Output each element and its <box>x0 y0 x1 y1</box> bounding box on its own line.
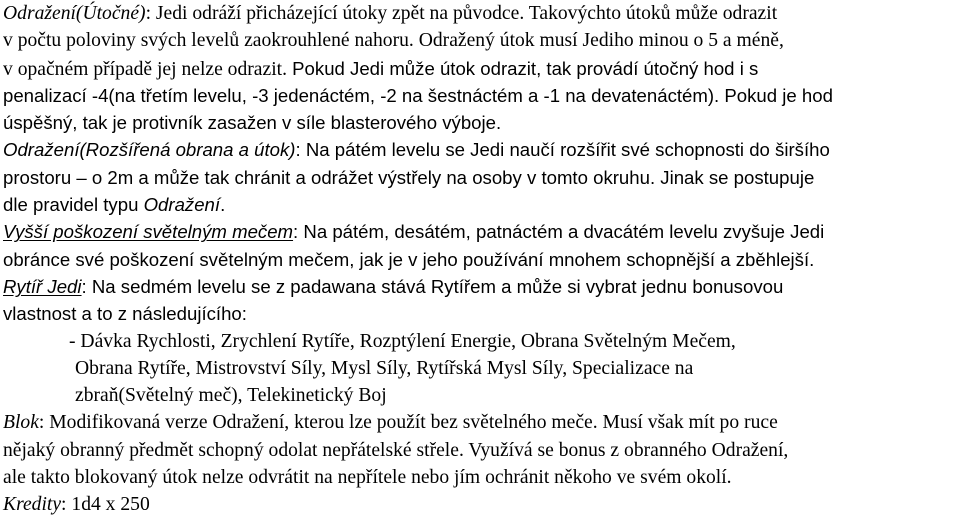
rytir-jedi-line-1: Rytíř Jedi: Na sedmém levelu se z padawana stává Rytířem a může si vybrat jednu bonusovou <box>3 275 784 297</box>
blok-term: Blok <box>3 412 39 434</box>
odrazeni-obrana-line-3: dle pravidel typu Odražení. <box>3 194 226 216</box>
odrazeni-obrana-line-2: prostoru – o 2m a může tak chránit a odrážet výstřely na osoby v tomto okruhu. Jinak se postupuje <box>3 166 815 188</box>
rytir-jedi-list-line-3: zbraň(Světelný meč), Telekinetický Boj <box>75 385 387 407</box>
rytir-jedi-list-line-2: Obrana Rytíře, Mistrovství Síly, Mysl Síly, Rytířská Mysl Síly, Specializace na <box>75 357 694 379</box>
kredity-term: Kredity <box>3 494 62 516</box>
odrazeni-obrana-term: Odražení(Rozšířená obrana a útok) <box>3 139 296 161</box>
rytir-jedi-line-2: vlastnost a to z následujícího: <box>3 303 247 325</box>
odrazeni-utocne-term: Odražení(Útočné) <box>3 3 146 24</box>
vyssi-poskozeni-line-1: Vyšší poškození světelným mečem: Na pátém, desátém, patnáctém a dvacátém levelu zvyšuje Jedi <box>3 221 825 243</box>
odrazeni-reference: Odražení <box>143 194 221 216</box>
vyssi-poskozeni-line-2: obránce své poškození světelným mečem, jak je v jeho používání mnohem schopnější a zběhlejší. <box>3 248 815 270</box>
rytir-jedi-term: Rytíř Jedi <box>3 275 82 297</box>
rytir-jedi-list-line-1: - Dávka Rychlosti, Zrychlení Rytíře, Rozptýlení Energie, Obrana Světelným Mečem, <box>69 330 736 352</box>
vyssi-poskozeni-term: Vyšší poškození světelným mečem <box>3 221 294 243</box>
kredity-value: 1d4 x 250 <box>71 494 150 516</box>
kredity-line: Kredity: 1d4 x 250 <box>3 494 150 516</box>
odrazeni-obrana-line-1: Odražení(Rozšířená obrana a útok): Na pátém levelu se Jedi naučí rozšířit své schopnosti do širšího <box>3 139 830 161</box>
odrazeni-utocne-line-1: Odražení(Útočné): Jedi odráží přicházející útoky zpět na původce. Takovýchto útoků může odrazit <box>3 3 778 24</box>
odrazeni-utocne-line-2: v počtu poloviny svých levelů zaokrouhlené nahoru. Odražený útok musí Jediho minou o 5 a méně, <box>3 30 784 52</box>
document-body <box>3 0 957 519</box>
odrazeni-utocne-line-3: v opačném případě jej nelze odrazit. Pokud Jedi může útok odrazit, tak provádí útočný hod i s <box>3 57 759 80</box>
odrazeni-utocne-line-5: úspěšný, tak je protivník zasažen v síle blasterového výboje. <box>3 112 502 134</box>
blok-line-2: nějaký obranný předmět schopný odolat nepřátelské střele. Využívá se bonus z obranného Odražení, <box>3 439 789 461</box>
odrazeni-utocne-line-4: penalizací -4(na třetím levelu, -3 jedenáctém, -2 na šestnáctém a -1 na devatenáctém). Pokud je hod <box>3 84 833 106</box>
blok-line-3: ale takto blokovaný útok nelze odvrátit na nepřítele nebo jím ochránit někoho ve svém okolí. <box>3 467 732 489</box>
blok-line-1: Blok: Modifikovaná verze Odražení, kterou lze použít bez světelného meče. Musí však mít po ruce <box>3 412 778 434</box>
